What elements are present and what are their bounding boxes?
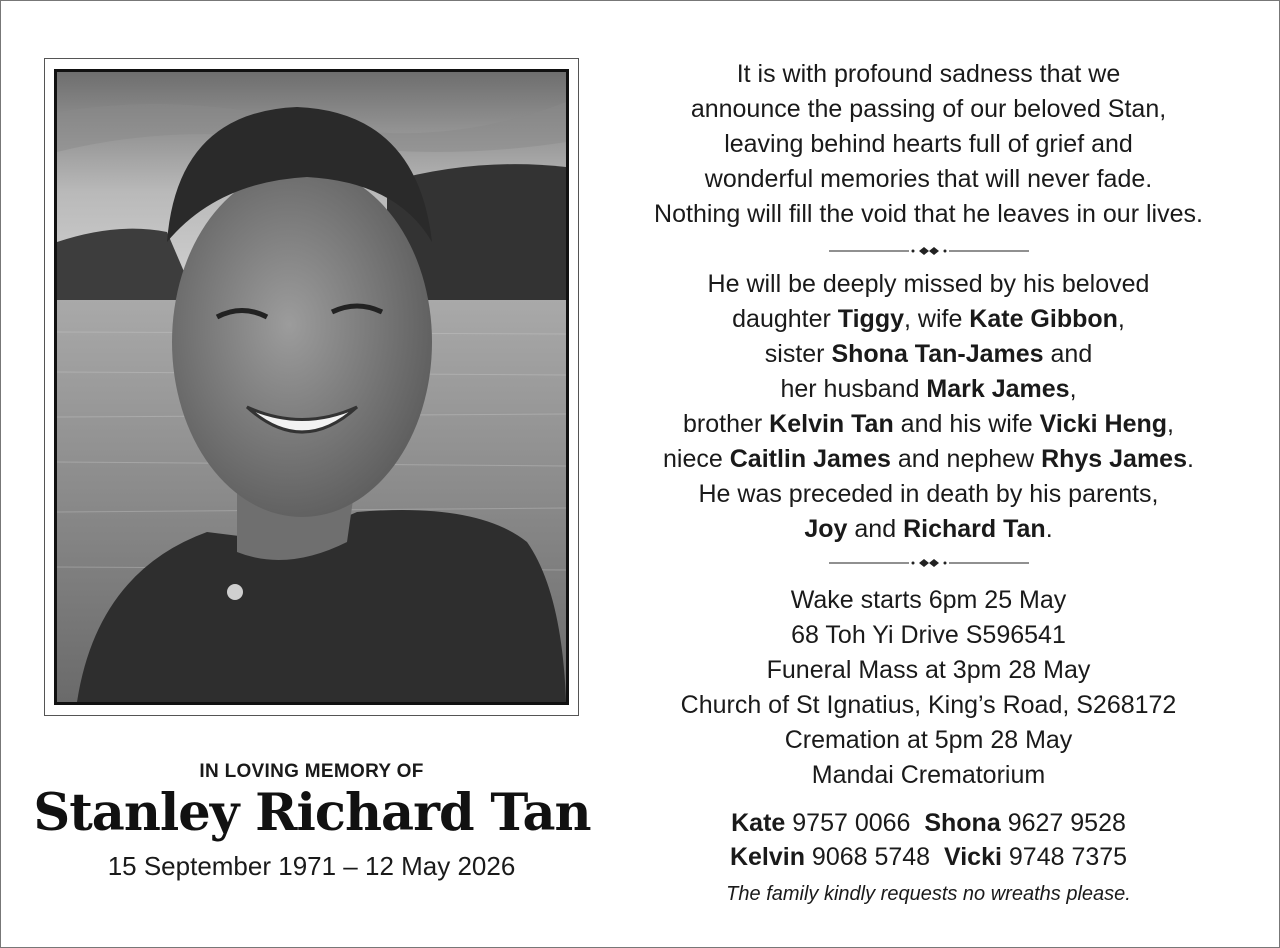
announcement-line: announce the passing of our beloved Stan, — [690, 95, 1167, 123]
arrangement-line: 68 Toh Yi Drive S596541 — [791, 621, 1066, 649]
relative-name: Shona Tan-James — [831, 340, 1044, 368]
contact-name: Vicki — [944, 843, 1002, 871]
contact-name: Kate — [731, 809, 786, 837]
survivors-line: daughter Tiggy, wife Kate Gibbon, — [732, 305, 1125, 333]
survivors-line: brother Kelvin Tan and his wife Vicki Heng, — [683, 410, 1174, 438]
survivors-paragraph — [601, 267, 1256, 547]
portrait-frame — [44, 58, 579, 716]
survivors-line: niece Caitlin James and nephew Rhys James. — [663, 445, 1194, 473]
arrangement-line: Church of St Ignatius, King’s Road, S268172 — [680, 691, 1177, 719]
contact-number: 9757 0066 — [785, 809, 911, 837]
arrangement-line: Funeral Mass at 3pm 28 May — [766, 656, 1091, 684]
contact-number: 9068 5748 — [804, 843, 931, 871]
relative-name: Kelvin Tan — [769, 410, 894, 438]
survivors-line: He was preceded in death by his parents, — [698, 480, 1159, 508]
ornament-divider — [829, 246, 1029, 256]
arrangement-line: Wake starts 6pm 25 May — [790, 586, 1067, 614]
announcement-paragraph — [601, 57, 1256, 232]
relative-name: Tiggy — [837, 305, 904, 333]
contact-number: 9627 9528 — [1000, 809, 1126, 837]
survivors-line: He will be deeply missed by his beloved — [707, 270, 1150, 298]
relative-name: Kate Gibbon — [969, 305, 1118, 333]
contact-number: 9748 7375 — [1001, 843, 1128, 871]
announcement-line: leaving behind hearts full of grief and — [724, 130, 1133, 158]
relative-name: Caitlin James — [729, 445, 891, 473]
contact-name: Shona — [924, 809, 1001, 837]
arrangement-line: Mandai Crematorium — [811, 761, 1046, 789]
deceased-name: Stanley Richard Tan — [33, 783, 591, 843]
survivors-line: Joy and Richard Tan. — [804, 515, 1053, 543]
ornament-divider — [829, 558, 1029, 568]
survivors-line: sister Shona Tan-James and — [764, 340, 1093, 368]
announcement-line: wonderful memories that will never fade. — [704, 165, 1153, 193]
survivors-line: her husband Mark James, — [780, 375, 1077, 403]
relative-name: Mark James — [926, 375, 1070, 403]
contact-row — [601, 806, 1256, 840]
relative-name: Vicki Heng — [1039, 410, 1168, 438]
life-dates: 15 September 1971 – 12 May 2026 — [107, 851, 516, 881]
portrait-photo — [54, 69, 569, 705]
contact-list — [601, 806, 1256, 874]
announcement-line: Nothing will fill the void that he leaves in our lives. — [654, 200, 1203, 228]
contact-row — [601, 840, 1256, 874]
relative-name: Joy — [804, 515, 848, 543]
arrangements — [601, 583, 1256, 793]
relative-name: Rhys James — [1041, 445, 1187, 473]
relative-name: Richard Tan — [903, 515, 1046, 543]
contact-name: Kelvin — [729, 843, 805, 871]
portrait-image — [57, 72, 566, 702]
arrangement-line: Cremation at 5pm 28 May — [784, 726, 1073, 754]
memorial-label: IN LOVING MEMORY OF — [199, 761, 424, 782]
wreath-request-note: The family kindly requests no wreaths please. — [726, 883, 1131, 905]
announcement-line: It is with profound sadness that we — [736, 60, 1121, 88]
